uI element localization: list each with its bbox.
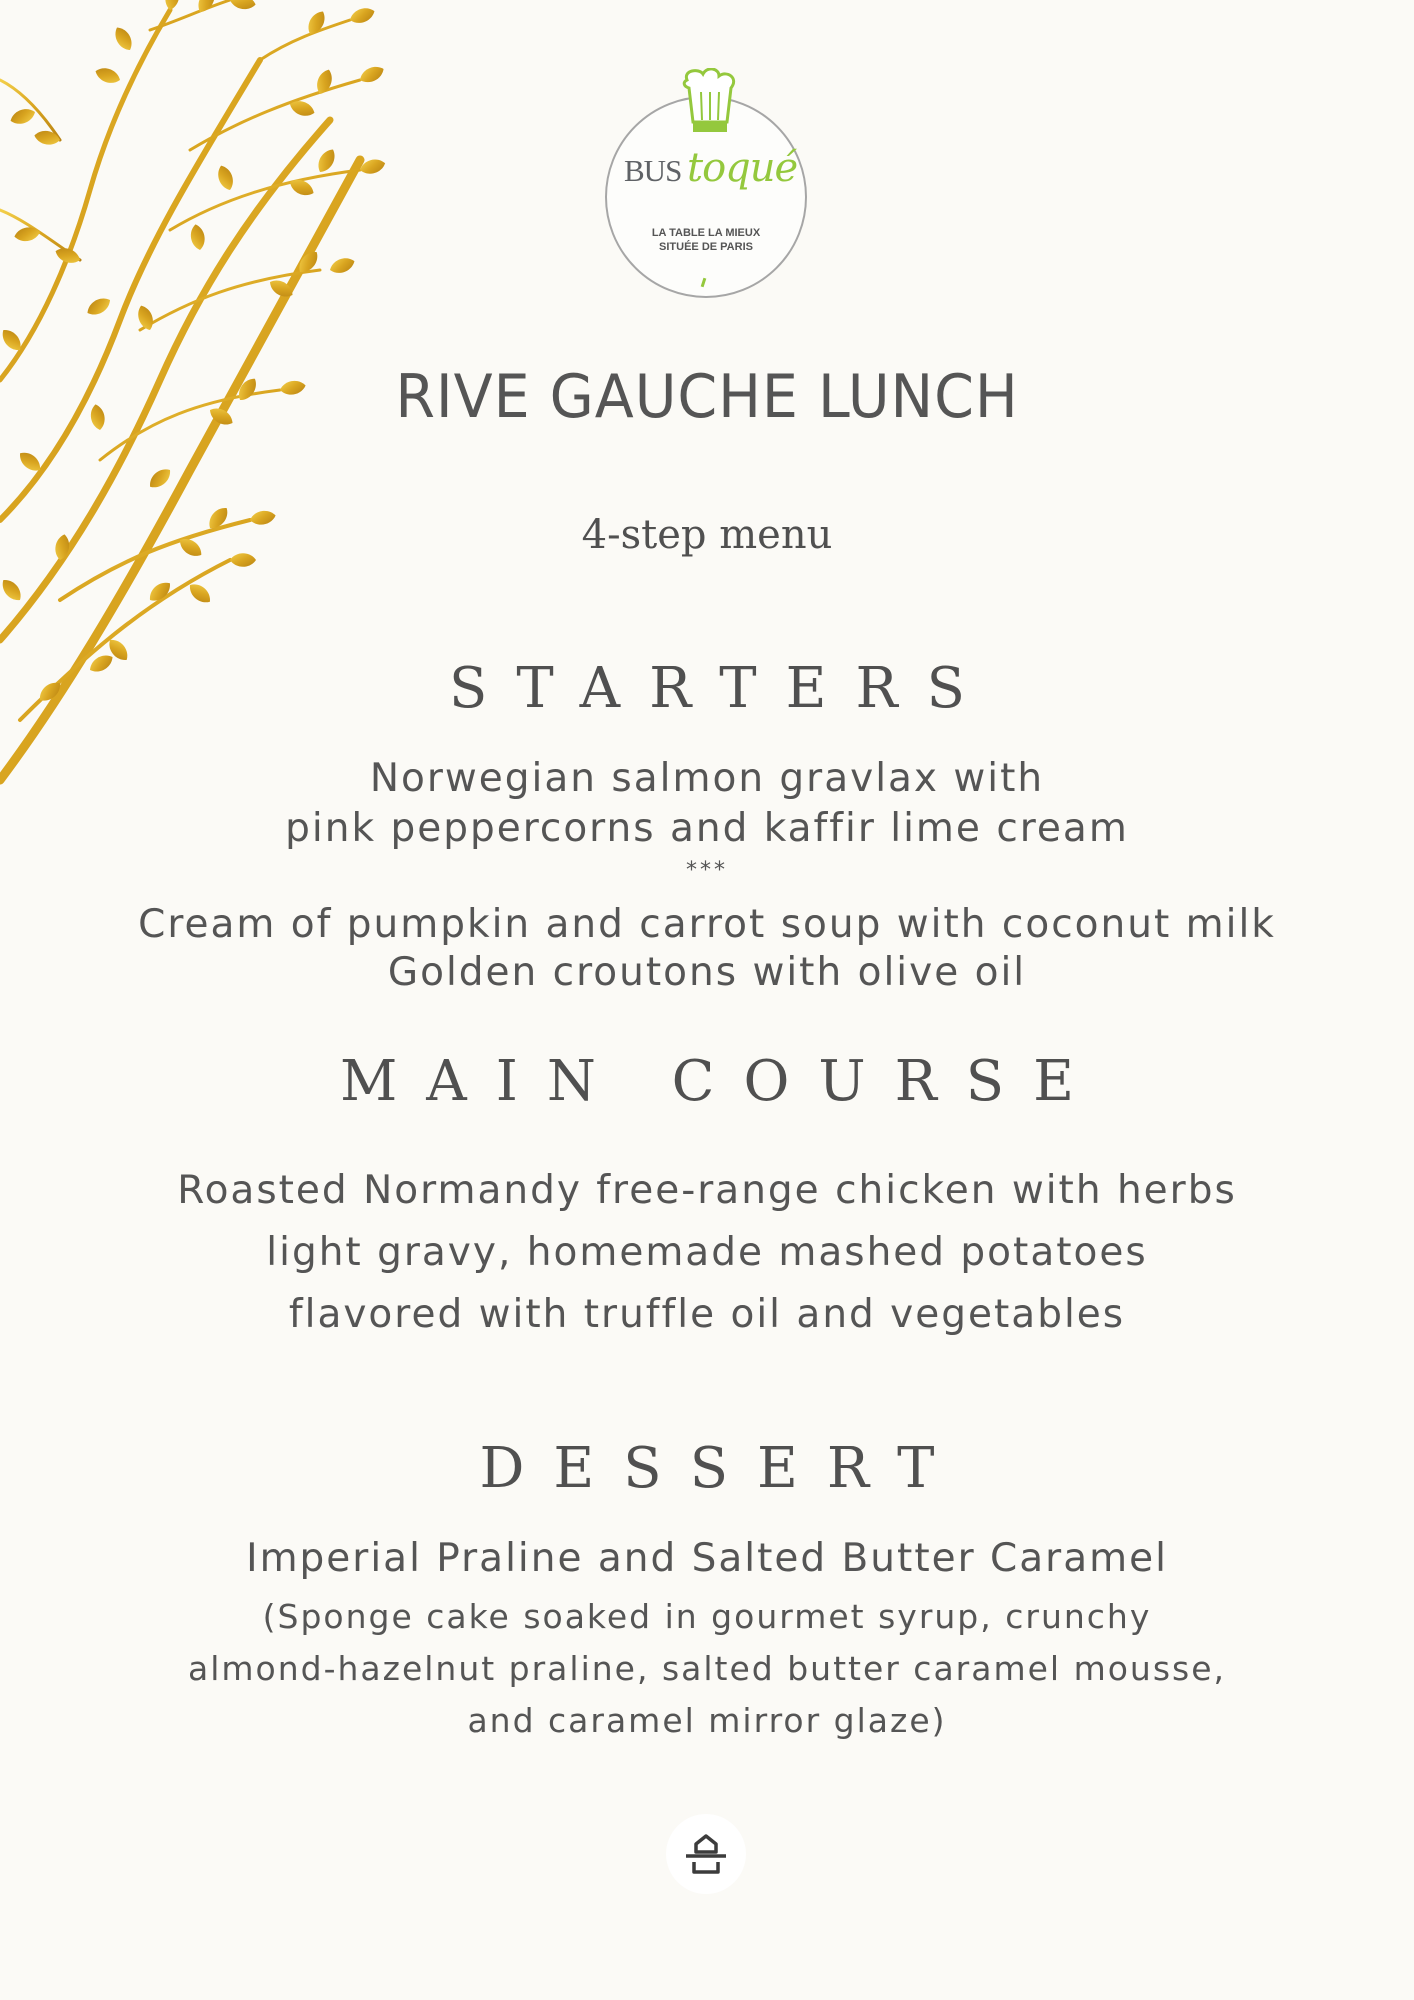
footer-badge	[666, 1814, 746, 1894]
dessert-heading: DESSERT	[479, 1436, 964, 1501]
chef-hat-icon	[679, 68, 739, 134]
starter-line: Norwegian salmon gravlax with	[369, 756, 1045, 801]
bustoque-logo	[603, 68, 813, 298]
starter-line: Cream of pumpkin and carrot soup with coconut milk	[138, 902, 1276, 947]
starters-heading: STARTERS	[448, 656, 995, 721]
course-separator: ***	[686, 858, 728, 883]
dessert-title: Imperial Praline and Salted Butter Caramel	[246, 1536, 1168, 1581]
starter-line: pink peppercorns and kaffir lime cream	[285, 806, 1129, 851]
page-title: RIVE GAUCHE LUNCH	[395, 362, 1019, 432]
dessert-description-line: (Sponge cake soaked in gourmet syrup, crunchy	[262, 1597, 1152, 1636]
logo-name-part2: toqué	[687, 145, 798, 191]
starter-line: Golden croutons with olive oil	[387, 950, 1027, 995]
main-course-heading: MAIN COURSE	[339, 1049, 1104, 1114]
dessert-description-line: almond-hazelnut praline, salted butter caramel mousse,	[187, 1649, 1226, 1688]
main-course-line: light gravy, homemade mashed potatoes	[266, 1230, 1148, 1275]
logo-tagline-line1: LA TABLE LA MIEUX	[651, 227, 761, 239]
dessert-description-line: and caramel mirror glaze)	[467, 1701, 947, 1740]
main-course-line: Roasted Normandy free-range chicken with herbs	[177, 1168, 1237, 1213]
menu-subtitle: 4-step menu	[581, 512, 833, 558]
logo-tagline	[629, 226, 783, 254]
main-course-line: flavored with truffle oil and vegetables	[288, 1292, 1126, 1337]
logo-tagline-line2: SITUÉE DE PARIS	[659, 241, 753, 253]
logo-name-part1: BUS	[624, 153, 682, 188]
house-icon	[666, 1814, 746, 1894]
